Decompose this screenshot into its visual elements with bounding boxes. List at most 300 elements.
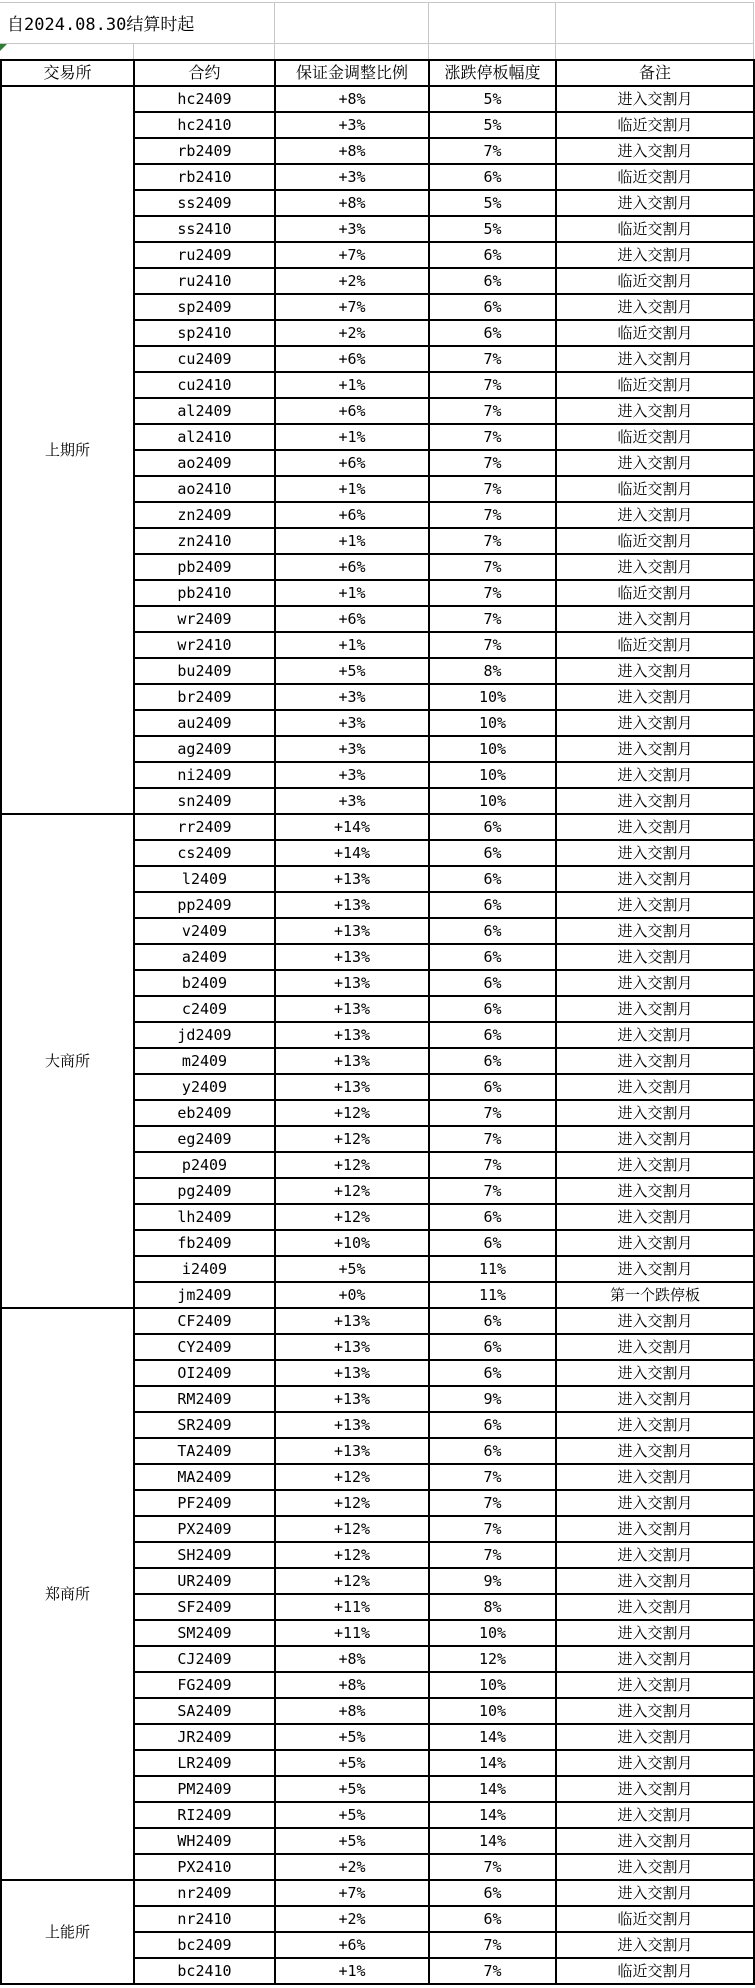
margin-ratio-cell[interactable]: +8%: [275, 1698, 429, 1724]
price-limit-cell[interactable]: 6%: [429, 1360, 556, 1386]
price-limit-cell[interactable]: 7%: [429, 424, 556, 450]
contract-cell[interactable]: sp2409: [134, 294, 275, 320]
price-limit-cell[interactable]: 7%: [429, 606, 556, 632]
remark-cell[interactable]: 进入交割月: [556, 1074, 754, 1100]
remark-cell[interactable]: 进入交割月: [556, 450, 754, 476]
margin-ratio-cell[interactable]: +13%: [275, 1022, 429, 1048]
contract-cell[interactable]: al2410: [134, 424, 275, 450]
price-limit-cell[interactable]: 5%: [429, 190, 556, 216]
remark-cell[interactable]: 进入交割月: [556, 1308, 754, 1334]
remark-cell[interactable]: 进入交割月: [556, 1646, 754, 1672]
remark-cell[interactable]: 临近交割月: [556, 372, 754, 398]
remark-cell[interactable]: 临近交割月: [556, 164, 754, 190]
contract-cell[interactable]: a2409: [134, 944, 275, 970]
price-limit-cell[interactable]: 6%: [429, 1906, 556, 1932]
contract-cell[interactable]: br2409: [134, 684, 275, 710]
margin-ratio-cell[interactable]: +8%: [275, 1646, 429, 1672]
margin-ratio-cell[interactable]: +3%: [275, 788, 429, 814]
remark-cell[interactable]: 进入交割月: [556, 944, 754, 970]
margin-ratio-cell[interactable]: +12%: [275, 1516, 429, 1542]
contract-cell[interactable]: bc2410: [134, 1958, 275, 1984]
remark-cell[interactable]: 进入交割月: [556, 1100, 754, 1126]
remark-cell[interactable]: 临近交割月: [556, 112, 754, 138]
margin-ratio-cell[interactable]: +3%: [275, 736, 429, 762]
remark-cell[interactable]: 进入交割月: [556, 1048, 754, 1074]
contract-cell[interactable]: CJ2409: [134, 1646, 275, 1672]
margin-ratio-cell[interactable]: +8%: [275, 190, 429, 216]
margin-ratio-cell[interactable]: +13%: [275, 1438, 429, 1464]
remark-cell[interactable]: 进入交割月: [556, 1152, 754, 1178]
remark-cell[interactable]: 进入交割月: [556, 814, 754, 840]
contract-cell[interactable]: rb2409: [134, 138, 275, 164]
contract-cell[interactable]: rb2410: [134, 164, 275, 190]
header-cell-remark[interactable]: 备注: [556, 60, 754, 86]
contract-cell[interactable]: RI2409: [134, 1802, 275, 1828]
remark-cell[interactable]: 进入交割月: [556, 1360, 754, 1386]
margin-ratio-cell[interactable]: +5%: [275, 658, 429, 684]
margin-ratio-cell[interactable]: +8%: [275, 1672, 429, 1698]
remark-cell[interactable]: 进入交割月: [556, 762, 754, 788]
remark-cell[interactable]: 临近交割月: [556, 632, 754, 658]
contract-cell[interactable]: pg2409: [134, 1178, 275, 1204]
price-limit-cell[interactable]: 10%: [429, 762, 556, 788]
price-limit-cell[interactable]: 10%: [429, 710, 556, 736]
contract-cell[interactable]: cu2409: [134, 346, 275, 372]
remark-cell[interactable]: 第一个跌停板: [556, 1282, 754, 1308]
price-limit-cell[interactable]: 7%: [429, 476, 556, 502]
remark-cell[interactable]: 进入交割月: [556, 918, 754, 944]
remark-cell[interactable]: 进入交割月: [556, 1724, 754, 1750]
margin-ratio-cell[interactable]: +13%: [275, 1334, 429, 1360]
remark-cell[interactable]: 进入交割月: [556, 892, 754, 918]
remark-cell[interactable]: 进入交割月: [556, 86, 754, 112]
price-limit-cell[interactable]: 11%: [429, 1256, 556, 1282]
margin-ratio-cell[interactable]: +7%: [275, 242, 429, 268]
contract-cell[interactable]: m2409: [134, 1048, 275, 1074]
price-limit-cell[interactable]: 6%: [429, 1412, 556, 1438]
exchange-cell[interactable]: 郑商所: [1, 1308, 134, 1880]
margin-ratio-cell[interactable]: +1%: [275, 424, 429, 450]
price-limit-cell[interactable]: 7%: [429, 1932, 556, 1958]
price-limit-cell[interactable]: 7%: [429, 1152, 556, 1178]
margin-ratio-cell[interactable]: +3%: [275, 112, 429, 138]
remark-cell[interactable]: 进入交割月: [556, 606, 754, 632]
price-limit-cell[interactable]: 14%: [429, 1724, 556, 1750]
price-limit-cell[interactable]: 7%: [429, 1542, 556, 1568]
remark-cell[interactable]: 进入交割月: [556, 1672, 754, 1698]
price-limit-cell[interactable]: 6%: [429, 1204, 556, 1230]
remark-cell[interactable]: 进入交割月: [556, 1230, 754, 1256]
remark-cell[interactable]: 进入交割月: [556, 1594, 754, 1620]
margin-ratio-cell[interactable]: +1%: [275, 372, 429, 398]
contract-cell[interactable]: ss2409: [134, 190, 275, 216]
contract-cell[interactable]: p2409: [134, 1152, 275, 1178]
contract-cell[interactable]: sp2410: [134, 320, 275, 346]
margin-ratio-cell[interactable]: +5%: [275, 1750, 429, 1776]
contract-cell[interactable]: wr2410: [134, 632, 275, 658]
price-limit-cell[interactable]: 7%: [429, 138, 556, 164]
price-limit-cell[interactable]: 9%: [429, 1386, 556, 1412]
margin-ratio-cell[interactable]: +12%: [275, 1464, 429, 1490]
contract-cell[interactable]: SR2409: [134, 1412, 275, 1438]
contract-cell[interactable]: sn2409: [134, 788, 275, 814]
margin-ratio-cell[interactable]: +13%: [275, 866, 429, 892]
price-limit-cell[interactable]: 6%: [429, 164, 556, 190]
margin-ratio-cell[interactable]: +13%: [275, 892, 429, 918]
price-limit-cell[interactable]: 5%: [429, 112, 556, 138]
price-limit-cell[interactable]: 7%: [429, 450, 556, 476]
margin-ratio-cell[interactable]: +5%: [275, 1724, 429, 1750]
margin-ratio-cell[interactable]: +13%: [275, 1386, 429, 1412]
contract-cell[interactable]: cs2409: [134, 840, 275, 866]
price-limit-cell[interactable]: 6%: [429, 840, 556, 866]
price-limit-cell[interactable]: 7%: [429, 1958, 556, 1984]
price-limit-cell[interactable]: 14%: [429, 1750, 556, 1776]
contract-cell[interactable]: i2409: [134, 1256, 275, 1282]
price-limit-cell[interactable]: 12%: [429, 1646, 556, 1672]
remark-cell[interactable]: 进入交割月: [556, 996, 754, 1022]
margin-ratio-cell[interactable]: +3%: [275, 684, 429, 710]
contract-cell[interactable]: CF2409: [134, 1308, 275, 1334]
contract-cell[interactable]: jd2409: [134, 1022, 275, 1048]
margin-ratio-cell[interactable]: +1%: [275, 528, 429, 554]
margin-ratio-cell[interactable]: +12%: [275, 1100, 429, 1126]
contract-cell[interactable]: nr2410: [134, 1906, 275, 1932]
remark-cell[interactable]: 进入交割月: [556, 1490, 754, 1516]
margin-ratio-cell[interactable]: +13%: [275, 1412, 429, 1438]
remark-cell[interactable]: 进入交割月: [556, 398, 754, 424]
margin-ratio-cell[interactable]: +12%: [275, 1204, 429, 1230]
price-limit-cell[interactable]: 6%: [429, 1048, 556, 1074]
contract-cell[interactable]: CY2409: [134, 1334, 275, 1360]
price-limit-cell[interactable]: 7%: [429, 1126, 556, 1152]
price-limit-cell[interactable]: 6%: [429, 1308, 556, 1334]
margin-ratio-cell[interactable]: +6%: [275, 346, 429, 372]
contract-cell[interactable]: bc2409: [134, 1932, 275, 1958]
price-limit-cell[interactable]: 6%: [429, 918, 556, 944]
price-limit-cell[interactable]: 10%: [429, 1672, 556, 1698]
price-limit-cell[interactable]: 8%: [429, 658, 556, 684]
margin-ratio-cell[interactable]: +11%: [275, 1620, 429, 1646]
price-limit-cell[interactable]: 6%: [429, 1438, 556, 1464]
margin-ratio-cell[interactable]: +12%: [275, 1490, 429, 1516]
remark-cell[interactable]: 临近交割月: [556, 476, 754, 502]
price-limit-cell[interactable]: 10%: [429, 1620, 556, 1646]
contract-cell[interactable]: SF2409: [134, 1594, 275, 1620]
contract-cell[interactable]: fb2409: [134, 1230, 275, 1256]
margin-ratio-cell[interactable]: +2%: [275, 268, 429, 294]
price-limit-cell[interactable]: 7%: [429, 632, 556, 658]
remark-cell[interactable]: 临近交割月: [556, 320, 754, 346]
contract-cell[interactable]: wr2409: [134, 606, 275, 632]
remark-cell[interactable]: 进入交割月: [556, 1022, 754, 1048]
remark-cell[interactable]: 进入交割月: [556, 1932, 754, 1958]
contract-cell[interactable]: l2409: [134, 866, 275, 892]
price-limit-cell[interactable]: 7%: [429, 398, 556, 424]
price-limit-cell[interactable]: 6%: [429, 814, 556, 840]
contract-cell[interactable]: SM2409: [134, 1620, 275, 1646]
contract-cell[interactable]: rr2409: [134, 814, 275, 840]
margin-ratio-cell[interactable]: +13%: [275, 970, 429, 996]
remark-cell[interactable]: 进入交割月: [556, 242, 754, 268]
contract-cell[interactable]: FG2409: [134, 1672, 275, 1698]
price-limit-cell[interactable]: 9%: [429, 1568, 556, 1594]
contract-cell[interactable]: SH2409: [134, 1542, 275, 1568]
remark-cell[interactable]: 进入交割月: [556, 554, 754, 580]
contract-cell[interactable]: ao2410: [134, 476, 275, 502]
contract-cell[interactable]: hc2410: [134, 112, 275, 138]
price-limit-cell[interactable]: 7%: [429, 502, 556, 528]
contract-cell[interactable]: c2409: [134, 996, 275, 1022]
margin-ratio-cell[interactable]: +5%: [275, 1802, 429, 1828]
price-limit-cell[interactable]: 7%: [429, 1100, 556, 1126]
remark-cell[interactable]: 进入交割月: [556, 294, 754, 320]
remark-cell[interactable]: 临近交割月: [556, 424, 754, 450]
price-limit-cell[interactable]: 6%: [429, 1074, 556, 1100]
margin-ratio-cell[interactable]: +1%: [275, 476, 429, 502]
price-limit-cell[interactable]: 14%: [429, 1776, 556, 1802]
contract-cell[interactable]: JR2409: [134, 1724, 275, 1750]
margin-ratio-cell[interactable]: +8%: [275, 86, 429, 112]
margin-ratio-cell[interactable]: +2%: [275, 1906, 429, 1932]
margin-ratio-cell[interactable]: +6%: [275, 554, 429, 580]
remark-cell[interactable]: 进入交割月: [556, 684, 754, 710]
contract-cell[interactable]: lh2409: [134, 1204, 275, 1230]
remark-cell[interactable]: 进入交割月: [556, 190, 754, 216]
contract-cell[interactable]: PX2409: [134, 1516, 275, 1542]
contract-cell[interactable]: nr2409: [134, 1880, 275, 1906]
contract-cell[interactable]: UR2409: [134, 1568, 275, 1594]
remark-cell[interactable]: 进入交割月: [556, 1880, 754, 1906]
margin-ratio-cell[interactable]: +12%: [275, 1568, 429, 1594]
margin-ratio-cell[interactable]: +3%: [275, 762, 429, 788]
remark-cell[interactable]: 进入交割月: [556, 1178, 754, 1204]
contract-cell[interactable]: al2409: [134, 398, 275, 424]
contract-cell[interactable]: ru2409: [134, 242, 275, 268]
contract-cell[interactable]: hc2409: [134, 86, 275, 112]
remark-cell[interactable]: 进入交割月: [556, 1698, 754, 1724]
remark-cell[interactable]: 进入交割月: [556, 1516, 754, 1542]
remark-cell[interactable]: 进入交割月: [556, 1828, 754, 1854]
contract-cell[interactable]: eb2409: [134, 1100, 275, 1126]
margin-ratio-cell[interactable]: +12%: [275, 1152, 429, 1178]
margin-ratio-cell[interactable]: +5%: [275, 1776, 429, 1802]
price-limit-cell[interactable]: 7%: [429, 528, 556, 554]
contract-cell[interactable]: cu2410: [134, 372, 275, 398]
price-limit-cell[interactable]: 10%: [429, 788, 556, 814]
margin-ratio-cell[interactable]: +2%: [275, 320, 429, 346]
remark-cell[interactable]: 进入交割月: [556, 1204, 754, 1230]
margin-ratio-cell[interactable]: +6%: [275, 1932, 429, 1958]
remark-cell[interactable]: 临近交割月: [556, 580, 754, 606]
price-limit-cell[interactable]: 8%: [429, 1594, 556, 1620]
remark-cell[interactable]: 进入交割月: [556, 1854, 754, 1880]
contract-cell[interactable]: v2409: [134, 918, 275, 944]
contract-cell[interactable]: zn2410: [134, 528, 275, 554]
remark-cell[interactable]: 进入交割月: [556, 710, 754, 736]
price-limit-cell[interactable]: 14%: [429, 1802, 556, 1828]
remark-cell[interactable]: 进入交割月: [556, 1386, 754, 1412]
margin-ratio-cell[interactable]: +5%: [275, 1828, 429, 1854]
contract-cell[interactable]: bu2409: [134, 658, 275, 684]
margin-ratio-cell[interactable]: +5%: [275, 1256, 429, 1282]
remark-cell[interactable]: 进入交割月: [556, 866, 754, 892]
exchange-cell[interactable]: 上能所: [1, 1880, 134, 1984]
remark-cell[interactable]: 进入交割月: [556, 346, 754, 372]
contract-cell[interactable]: MA2409: [134, 1464, 275, 1490]
price-limit-cell[interactable]: 7%: [429, 372, 556, 398]
contract-cell[interactable]: TA2409: [134, 1438, 275, 1464]
margin-ratio-cell[interactable]: +3%: [275, 216, 429, 242]
price-limit-cell[interactable]: 7%: [429, 1516, 556, 1542]
contract-cell[interactable]: ss2410: [134, 216, 275, 242]
margin-ratio-cell[interactable]: +6%: [275, 398, 429, 424]
contract-cell[interactable]: pb2409: [134, 554, 275, 580]
remark-cell[interactable]: 进入交割月: [556, 138, 754, 164]
price-limit-cell[interactable]: 7%: [429, 554, 556, 580]
remark-cell[interactable]: 进入交割月: [556, 1256, 754, 1282]
price-limit-cell[interactable]: 6%: [429, 892, 556, 918]
margin-ratio-cell[interactable]: +13%: [275, 1308, 429, 1334]
exchange-cell[interactable]: 大商所: [1, 814, 134, 1308]
margin-ratio-cell[interactable]: +3%: [275, 164, 429, 190]
price-limit-cell[interactable]: 6%: [429, 1230, 556, 1256]
price-limit-cell[interactable]: 7%: [429, 1178, 556, 1204]
contract-cell[interactable]: pp2409: [134, 892, 275, 918]
price-limit-cell[interactable]: 6%: [429, 1022, 556, 1048]
margin-ratio-cell[interactable]: +13%: [275, 1360, 429, 1386]
price-limit-cell[interactable]: 5%: [429, 216, 556, 242]
remark-cell[interactable]: 进入交割月: [556, 1620, 754, 1646]
remark-cell[interactable]: 进入交割月: [556, 658, 754, 684]
remark-cell[interactable]: 进入交割月: [556, 502, 754, 528]
contract-cell[interactable]: ao2409: [134, 450, 275, 476]
remark-cell[interactable]: 临近交割月: [556, 216, 754, 242]
remark-cell[interactable]: 进入交割月: [556, 788, 754, 814]
contract-cell[interactable]: RM2409: [134, 1386, 275, 1412]
price-limit-cell[interactable]: 6%: [429, 268, 556, 294]
price-limit-cell[interactable]: 5%: [429, 86, 556, 112]
remark-cell[interactable]: 进入交割月: [556, 1802, 754, 1828]
header-cell-price-limit[interactable]: 涨跌停板幅度: [429, 60, 556, 86]
contract-cell[interactable]: LR2409: [134, 1750, 275, 1776]
remark-cell[interactable]: 进入交割月: [556, 1464, 754, 1490]
price-limit-cell[interactable]: 6%: [429, 1880, 556, 1906]
contract-cell[interactable]: eg2409: [134, 1126, 275, 1152]
contract-cell[interactable]: b2409: [134, 970, 275, 996]
price-limit-cell[interactable]: 6%: [429, 1334, 556, 1360]
margin-ratio-cell[interactable]: +6%: [275, 502, 429, 528]
contract-cell[interactable]: y2409: [134, 1074, 275, 1100]
margin-ratio-cell[interactable]: +13%: [275, 1048, 429, 1074]
price-limit-cell[interactable]: 6%: [429, 242, 556, 268]
remark-cell[interactable]: 进入交割月: [556, 840, 754, 866]
contract-cell[interactable]: OI2409: [134, 1360, 275, 1386]
margin-ratio-cell[interactable]: +14%: [275, 814, 429, 840]
remark-cell[interactable]: 进入交割月: [556, 1568, 754, 1594]
margin-ratio-cell[interactable]: +12%: [275, 1542, 429, 1568]
price-limit-cell[interactable]: 6%: [429, 294, 556, 320]
margin-ratio-cell[interactable]: +14%: [275, 840, 429, 866]
price-limit-cell[interactable]: 10%: [429, 684, 556, 710]
header-cell-exchange[interactable]: 交易所: [1, 60, 134, 86]
margin-ratio-cell[interactable]: +1%: [275, 1958, 429, 1984]
contract-cell[interactable]: zn2409: [134, 502, 275, 528]
price-limit-cell[interactable]: 6%: [429, 944, 556, 970]
remark-cell[interactable]: 进入交割月: [556, 1750, 754, 1776]
remark-cell[interactable]: 临近交割月: [556, 528, 754, 554]
price-limit-cell[interactable]: 10%: [429, 1698, 556, 1724]
margin-ratio-cell[interactable]: +0%: [275, 1282, 429, 1308]
margin-ratio-cell[interactable]: +8%: [275, 138, 429, 164]
price-limit-cell[interactable]: 6%: [429, 320, 556, 346]
margin-ratio-cell[interactable]: +7%: [275, 1880, 429, 1906]
price-limit-cell[interactable]: 11%: [429, 1282, 556, 1308]
contract-cell[interactable]: ru2410: [134, 268, 275, 294]
header-cell-margin-ratio[interactable]: 保证金调整比例: [275, 60, 429, 86]
margin-ratio-cell[interactable]: +12%: [275, 1178, 429, 1204]
remark-cell[interactable]: 进入交割月: [556, 1542, 754, 1568]
price-limit-cell[interactable]: 10%: [429, 736, 556, 762]
title-cell[interactable]: 自2024.08.30结算时起: [7, 15, 195, 35]
margin-ratio-cell[interactable]: +6%: [275, 450, 429, 476]
contract-cell[interactable]: ni2409: [134, 762, 275, 788]
remark-cell[interactable]: 临近交割月: [556, 1958, 754, 1984]
contract-cell[interactable]: PM2409: [134, 1776, 275, 1802]
margin-ratio-cell[interactable]: +10%: [275, 1230, 429, 1256]
price-limit-cell[interactable]: 7%: [429, 1854, 556, 1880]
margin-ratio-cell[interactable]: +2%: [275, 1854, 429, 1880]
remark-cell[interactable]: 进入交割月: [556, 1438, 754, 1464]
margin-ratio-cell[interactable]: +1%: [275, 580, 429, 606]
header-cell-contract[interactable]: 合约: [134, 60, 275, 86]
contract-cell[interactable]: PF2409: [134, 1490, 275, 1516]
contract-cell[interactable]: pb2410: [134, 580, 275, 606]
remark-cell[interactable]: 临近交割月: [556, 1906, 754, 1932]
remark-cell[interactable]: 进入交割月: [556, 1126, 754, 1152]
remark-cell[interactable]: 进入交割月: [556, 1334, 754, 1360]
price-limit-cell[interactable]: 7%: [429, 346, 556, 372]
price-limit-cell[interactable]: 14%: [429, 1828, 556, 1854]
price-limit-cell[interactable]: 6%: [429, 996, 556, 1022]
price-limit-cell[interactable]: 7%: [429, 1490, 556, 1516]
contract-cell[interactable]: PX2410: [134, 1854, 275, 1880]
contract-cell[interactable]: WH2409: [134, 1828, 275, 1854]
margin-ratio-cell[interactable]: +12%: [275, 1126, 429, 1152]
margin-ratio-cell[interactable]: +13%: [275, 918, 429, 944]
margin-ratio-cell[interactable]: +7%: [275, 294, 429, 320]
contract-cell[interactable]: SA2409: [134, 1698, 275, 1724]
margin-ratio-cell[interactable]: +13%: [275, 1074, 429, 1100]
remark-cell[interactable]: 进入交割月: [556, 736, 754, 762]
margin-ratio-cell[interactable]: +13%: [275, 944, 429, 970]
contract-cell[interactable]: au2409: [134, 710, 275, 736]
exchange-cell[interactable]: 上期所: [1, 86, 134, 814]
remark-cell[interactable]: 临近交割月: [556, 268, 754, 294]
price-limit-cell[interactable]: 7%: [429, 1464, 556, 1490]
margin-ratio-cell[interactable]: +13%: [275, 996, 429, 1022]
price-limit-cell[interactable]: 6%: [429, 970, 556, 996]
contract-cell[interactable]: ag2409: [134, 736, 275, 762]
price-limit-cell[interactable]: 6%: [429, 866, 556, 892]
margin-ratio-cell[interactable]: +11%: [275, 1594, 429, 1620]
remark-cell[interactable]: 进入交割月: [556, 1776, 754, 1802]
margin-ratio-cell[interactable]: +3%: [275, 710, 429, 736]
price-limit-cell[interactable]: 7%: [429, 580, 556, 606]
margin-ratio-cell[interactable]: +6%: [275, 606, 429, 632]
remark-cell[interactable]: 进入交割月: [556, 970, 754, 996]
remark-cell[interactable]: 进入交割月: [556, 1412, 754, 1438]
